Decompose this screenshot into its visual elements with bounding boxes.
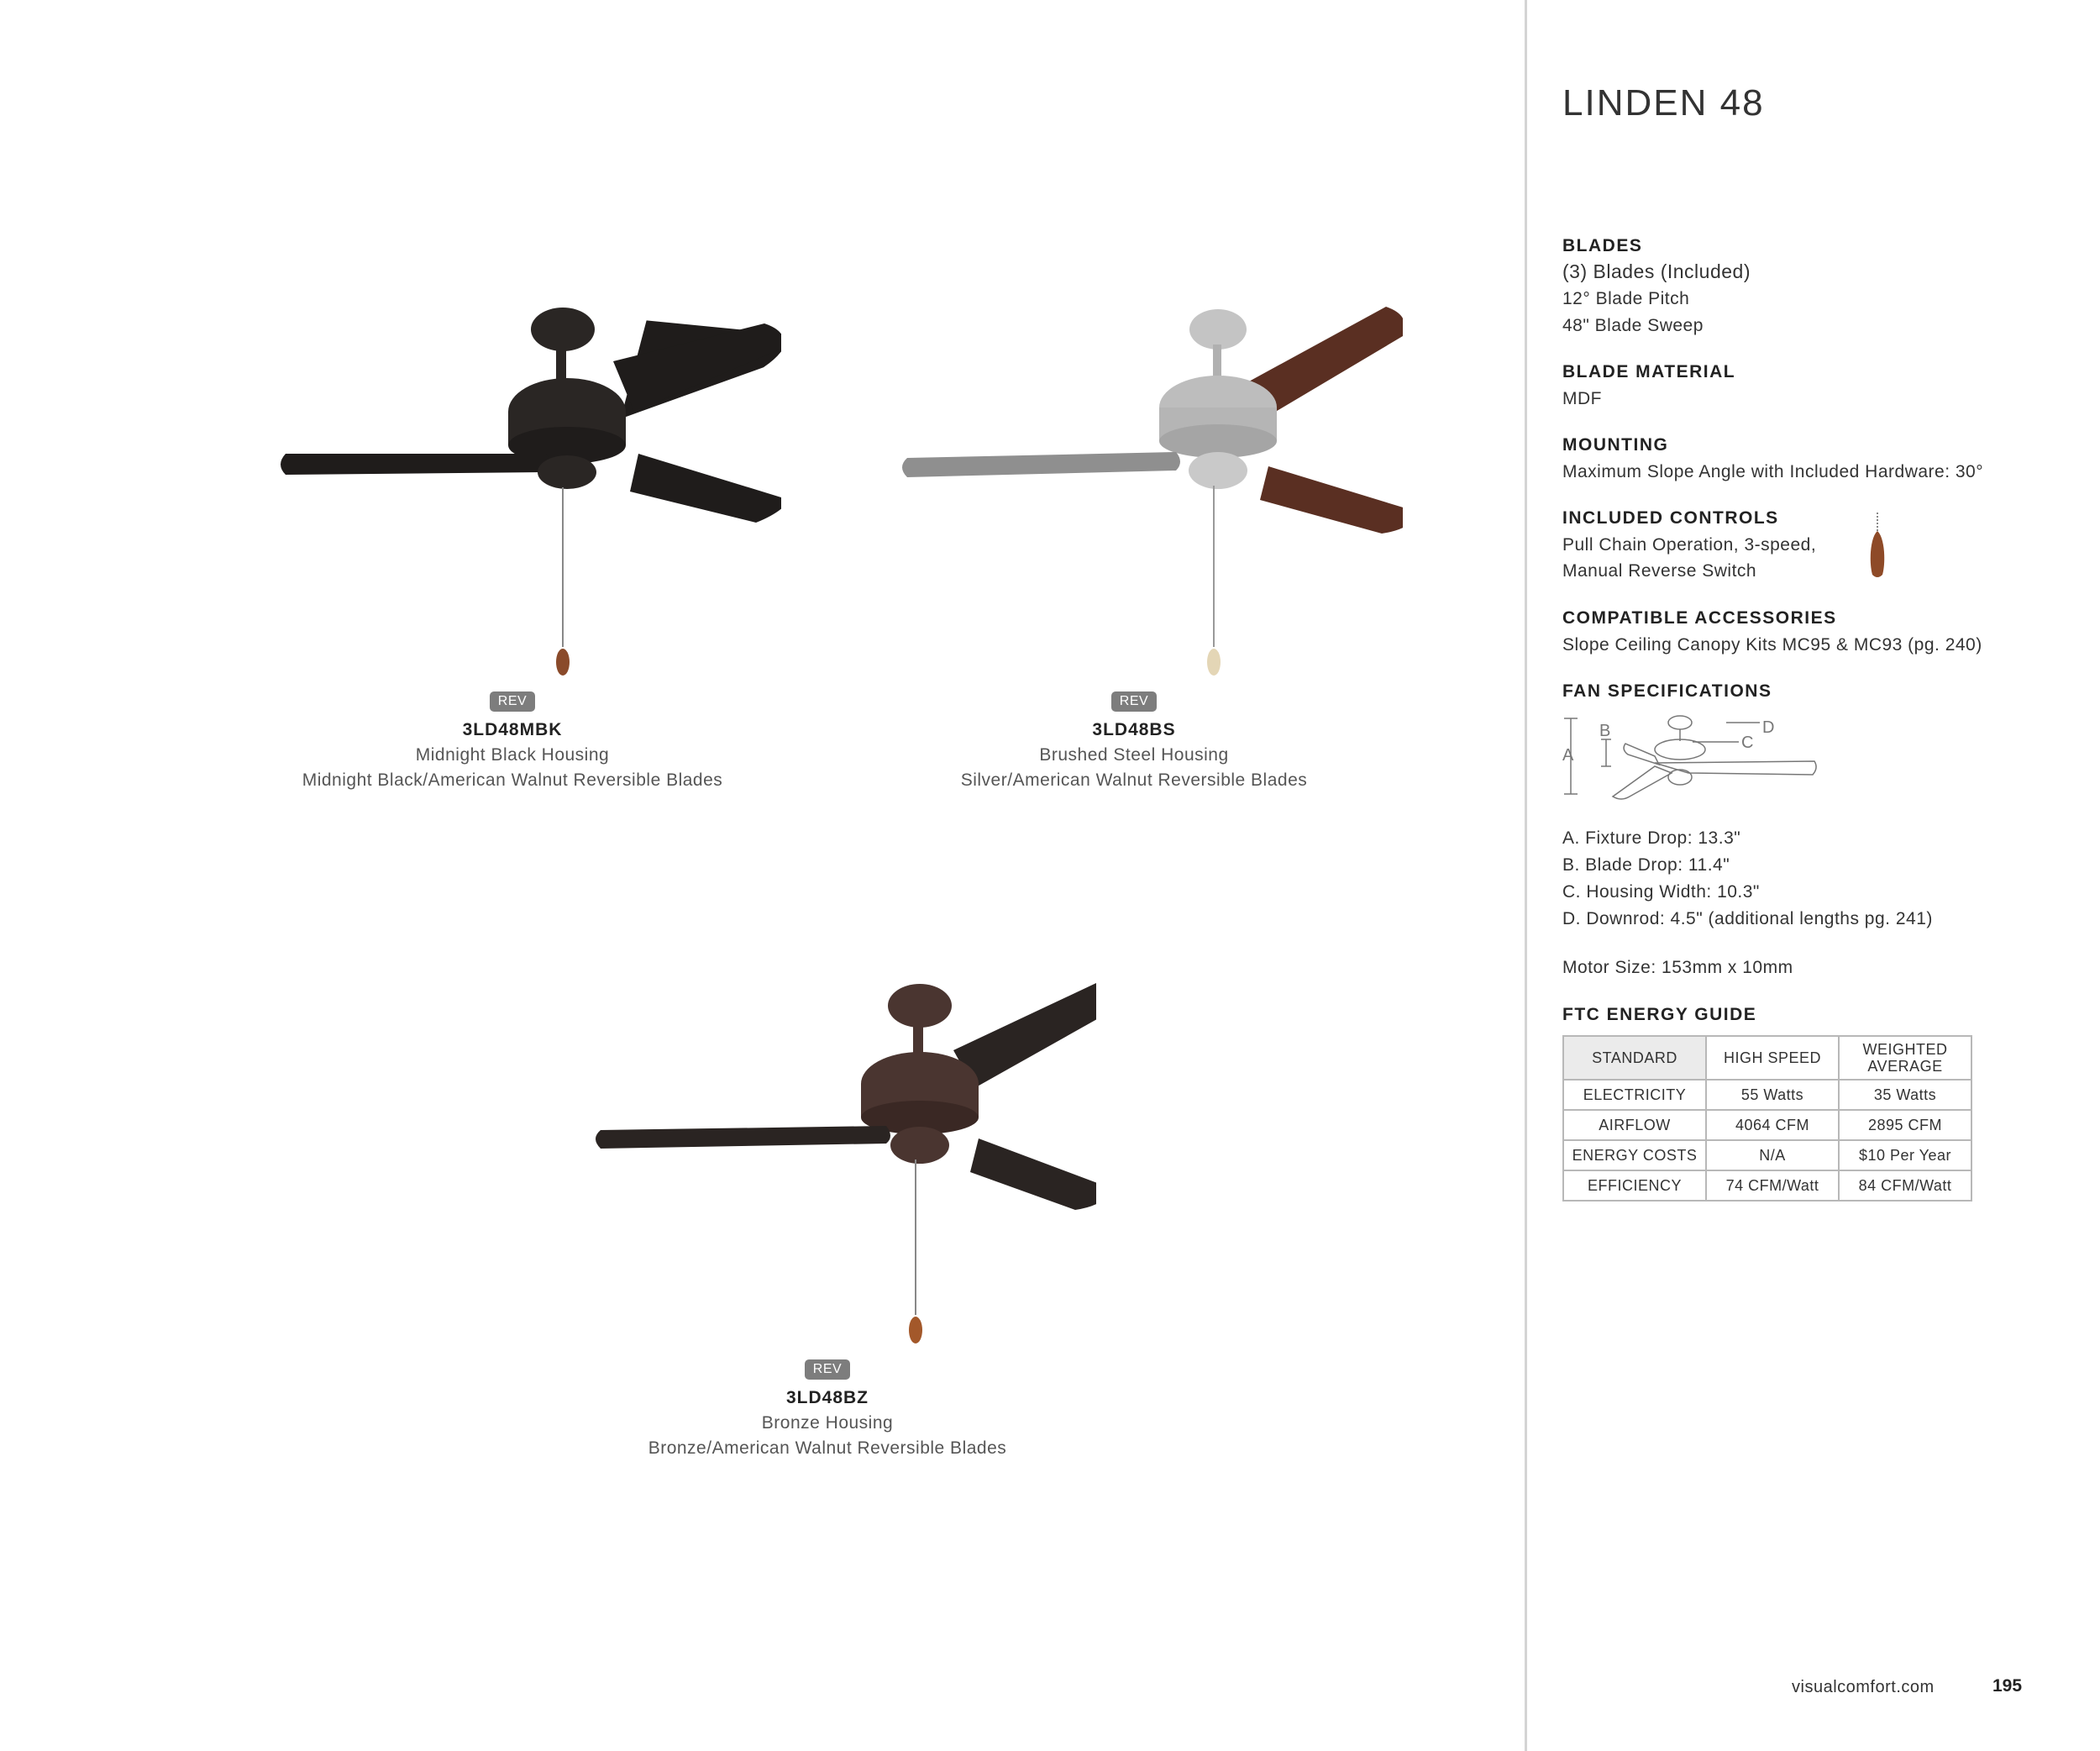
product-housing: Brushed Steel Housing <box>1039 745 1229 765</box>
diagram-label-b: B <box>1599 722 1611 740</box>
table-cell: $10 Per Year <box>1839 1140 1971 1170</box>
table-row <box>1563 1110 1971 1140</box>
page-number: 195 <box>1992 1676 2023 1696</box>
pull-chain-icon <box>1865 513 1890 580</box>
blade-material: MDF <box>1562 389 1602 408</box>
table-header-cell: HIGH SPEED <box>1706 1036 1839 1080</box>
table-row <box>1563 1170 1971 1201</box>
downrod: D. Downrod: 4.5" (additional lengths pg. 241) <box>1562 909 1933 928</box>
blade-pitch: 12° Blade Pitch <box>1562 289 1690 308</box>
table-cell: 74 CFM/Watt <box>1706 1170 1839 1201</box>
table-cell: AIRFLOW <box>1563 1110 1706 1140</box>
blades-heading: BLADES <box>1562 236 1643 255</box>
controls-heading: INCLUDED CONTROLS <box>1562 508 1779 528</box>
motor-size: Motor Size: 153mm x 10mm <box>1562 958 1793 977</box>
product-sku: 3LD48BS <box>1092 720 1176 739</box>
table-header-row <box>1563 1036 1971 1080</box>
mounting-value: Maximum Slope Angle with Included Hardware: 30° <box>1562 462 1984 481</box>
table-cell: 55 Watts <box>1706 1080 1839 1110</box>
diagram-label-a: A <box>1562 746 1574 765</box>
product-blades: Silver/American Walnut Reversible Blades <box>960 770 1308 790</box>
table-header-cell <box>1839 1036 1971 1080</box>
fan-image-midnight-black <box>244 286 781 685</box>
diagram-label-d: D <box>1762 718 1775 737</box>
weighted-average-label: WEIGHTED AVERAGE <box>1862 1040 1948 1075</box>
table-cell: 84 CFM/Watt <box>1839 1170 1971 1201</box>
rev-badge: REV <box>1111 691 1157 712</box>
blade-sweep: 48" Blade Sweep <box>1562 316 1704 335</box>
fan-image-brushed-steel <box>865 286 1403 685</box>
table-cell: N/A <box>1706 1140 1839 1170</box>
blade-drop: B. Blade Drop: 11.4" <box>1562 855 1730 875</box>
product-card-bs <box>781 286 1487 791</box>
table-cell: 2895 CFM <box>1839 1110 1971 1140</box>
fan-dimension-diagram <box>1562 714 1840 811</box>
table-row <box>1563 1080 1971 1110</box>
accessories-heading: COMPATIBLE ACCESSORIES <box>1562 608 1837 628</box>
table-cell: 35 Watts <box>1839 1080 1971 1110</box>
page-divider <box>1525 0 1527 1751</box>
rev-badge: REV <box>805 1359 850 1380</box>
mounting-heading: MOUNTING <box>1562 435 1669 455</box>
fixture-drop: A. Fixture Drop: 13.3" <box>1562 828 1741 848</box>
table-header-cell: STANDARD <box>1563 1036 1706 1080</box>
energy-heading: FTC ENERGY GUIDE <box>1562 1005 1757 1024</box>
product-housing: Midnight Black Housing <box>415 745 610 765</box>
housing-width: C. Housing Width: 10.3" <box>1562 882 1760 902</box>
product-card-mbk <box>151 286 874 791</box>
product-blades: Bronze/American Walnut Reversible Blades <box>648 1438 1007 1458</box>
controls-line-1: Pull Chain Operation, 3-speed, <box>1562 535 1817 555</box>
table-cell: EFFICIENCY <box>1563 1170 1706 1201</box>
diagram-label-c: C <box>1741 734 1754 752</box>
table-row <box>1563 1140 1971 1170</box>
rev-badge: REV <box>490 691 535 712</box>
blades-count: (3) Blades (Included) <box>1562 260 1751 282</box>
material-heading: BLADE MATERIAL <box>1562 362 1736 381</box>
table-cell: 4064 CFM <box>1706 1110 1839 1140</box>
fan-image-bronze <box>559 954 1096 1353</box>
footer-website: visualcomfort.com <box>1792 1678 1935 1696</box>
fan-spec-heading: FAN SPECIFICATIONS <box>1562 681 1772 701</box>
product-title: LINDEN 48 <box>1562 82 1765 124</box>
table-cell: ENERGY COSTS <box>1563 1140 1706 1170</box>
table-cell: ELECTRICITY <box>1563 1080 1706 1110</box>
accessories-value: Slope Ceiling Canopy Kits MC95 & MC93 (pg. 240) <box>1562 635 1982 655</box>
product-blades: Midnight Black/American Walnut Reversible Blades <box>302 770 723 790</box>
product-card-bz <box>466 954 1189 1459</box>
product-sku: 3LD48BZ <box>785 1388 869 1407</box>
energy-guide-table <box>1562 1035 1972 1202</box>
controls-line-2: Manual Reverse Switch <box>1562 561 1757 581</box>
product-sku: 3LD48MBK <box>462 720 563 739</box>
product-housing: Bronze Housing <box>761 1413 894 1433</box>
